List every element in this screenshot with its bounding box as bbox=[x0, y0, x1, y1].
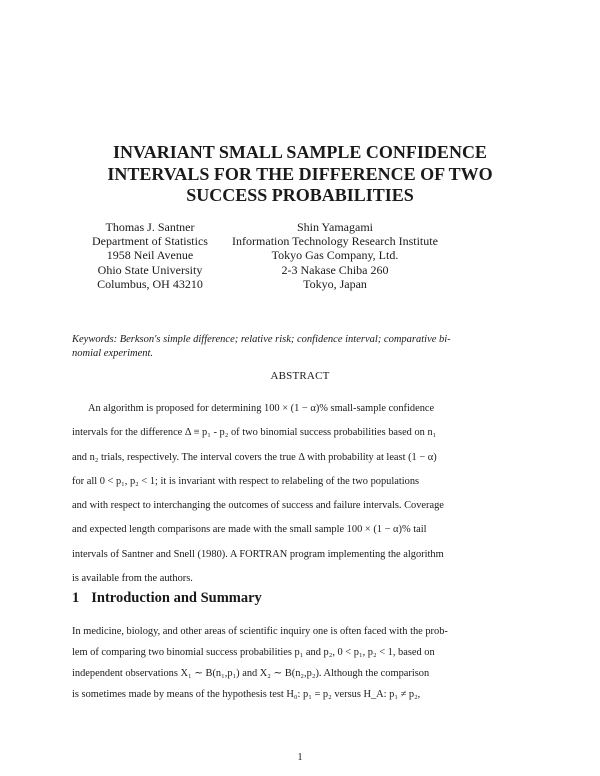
section-number: 1 bbox=[72, 590, 80, 606]
author-affiliation: Information Technology Research Institute bbox=[232, 234, 438, 249]
body-line: In medicine, biology, and other areas of scientific inquiry one is often faced with the prob- bbox=[72, 626, 448, 637]
author-affiliation: Department of Statistics bbox=[92, 234, 208, 249]
page-number: 1 bbox=[297, 752, 303, 763]
abstract-body bbox=[72, 402, 460, 596]
author-address: Ohio State University bbox=[97, 262, 203, 277]
abstract-line: and expected length comparisons are made with the small sample 100 × (1 − α)% tail bbox=[72, 524, 427, 536]
abstract-line: intervals for the difference Δ ≡ p₁ - p₂ of two binomial success probabilities based on n₁ bbox=[72, 427, 437, 439]
abstract-heading: ABSTRACT bbox=[270, 370, 330, 382]
paper-title bbox=[70, 142, 530, 207]
abstract-line: is available from the authors. bbox=[72, 573, 193, 585]
author-name: Thomas J. Santner bbox=[105, 220, 195, 234]
author-yamagami bbox=[225, 220, 445, 291]
keywords-line: nomial experiment. bbox=[72, 348, 154, 359]
author-address: Tokyo Gas Company, Ltd. bbox=[271, 248, 399, 263]
author-address: 2-3 Nakase Chiba 260 bbox=[281, 262, 389, 277]
body-line: independent observations X₁ ∼ B(n₁,p₁) and X₂ ∼ B(n₂,p₂). Although the comparison bbox=[72, 668, 430, 679]
author-santner bbox=[70, 220, 230, 291]
title-line: INTERVALS FOR THE DIFFERENCE OF TWO bbox=[107, 163, 493, 184]
title-line: INVARIANT SMALL SAMPLE CONFIDENCE bbox=[113, 142, 487, 162]
abstract-line: An algorithm is proposed for determining 100 × (1 − α)% small-sample confidence bbox=[88, 403, 435, 414]
section-title: Introduction and Summary bbox=[91, 590, 262, 606]
section-heading bbox=[72, 590, 262, 607]
keywords-line: Keywords: Berkson's simple difference; relative risk; confidence interval; comparative bi- bbox=[72, 334, 451, 345]
body-line: is sometimes made by means of the hypothesis test H₀: p₁ = p₂ versus H_A: p₁ ≠ p₂, bbox=[72, 689, 421, 700]
abstract-line: and n₂ trials, respectively. The interval covers the true Δ with probability at least (1 − α) bbox=[72, 451, 437, 463]
abstract-line: intervals of Santner and Snell (1980). A FORTRAN program implementing the algorithm bbox=[72, 548, 444, 560]
keywords bbox=[72, 333, 460, 361]
intro-body bbox=[72, 625, 460, 709]
body-line: lem of comparing two binomial success probabilities p₁ and p₂, 0 < p₁, p₂ < 1, based on bbox=[72, 647, 435, 658]
author-address: 1958 Neil Avenue bbox=[106, 248, 194, 263]
abstract-line: for all 0 < p₁, p₂ < 1; it is invariant with respect to relabeling of the two populations bbox=[72, 475, 420, 487]
title-line: SUCCESS PROBABILITIES bbox=[186, 185, 414, 205]
abstract-line: and with respect to interchanging the outcomes of success and failure intervals. Coverage bbox=[72, 500, 444, 512]
author-address: Tokyo, Japan bbox=[303, 276, 367, 291]
author-name: Shin Yamagami bbox=[296, 220, 373, 234]
author-address: Columbus, OH 43210 bbox=[97, 276, 203, 291]
